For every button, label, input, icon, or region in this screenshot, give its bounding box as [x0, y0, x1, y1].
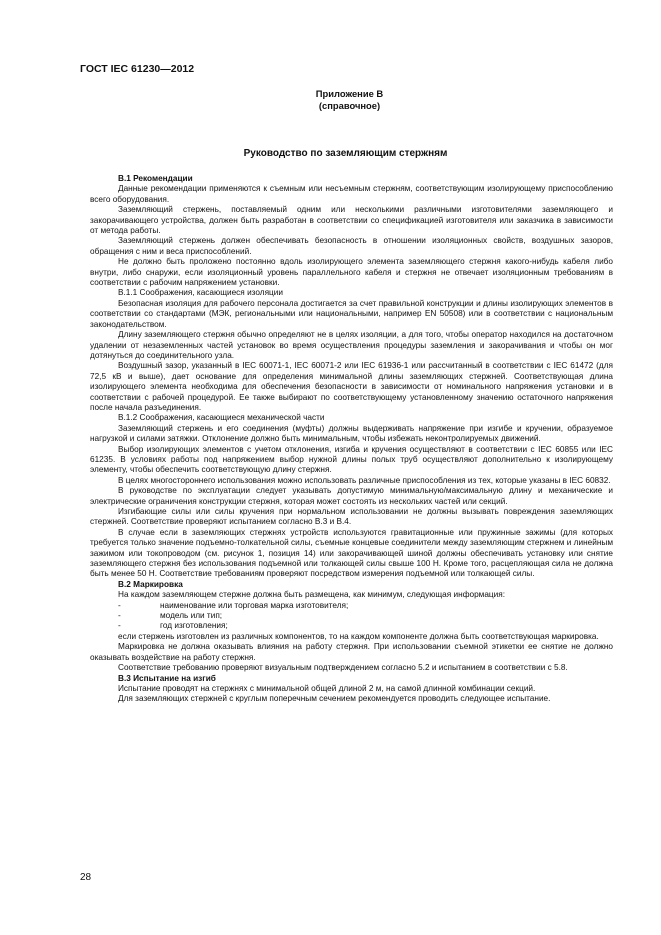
paragraph: Соответствие требованию проверяют визуальным подтверждением согласно 5.2 и испытанием в соответствии с 5.8.: [118, 663, 568, 673]
section-heading: В.1 Рекомендации: [118, 174, 193, 183]
paragraph: Заземляющий стержень и его соединения (муфты) должны выдерживать напряжение при изгибе и кручении, образуемое нагрузкой и силами затяжки. Отклонение должно быть минимальным, чтобы избежать неконтролируемых движений.: [90, 423, 613, 444]
paragraph: Данные рекомендации применяются к съемным или несъемным стержням, соответствующим изолирующему приспособлению всего оборудования.: [90, 184, 613, 204]
paragraph: Воздушный зазор, указанный в IEC 60071-1, IEC 60071-2 или IEC 61936-1 или рассчитанный в соответствии с IEC 61472 (для 72,5 кВ и выше), дает основание для определения минимальной длины заземляющих стержней. Соответствующая длина изолирующего элемента необходима для обеспечения безопасности в зависимости от номинального напряжения установки и в соответствии с рабочей процедурой. Ее также выбирают по соответствующему установленному значению остаточного напряжения после начала разъединения.: [90, 361, 613, 412]
paragraph: Заземляющий стержень, поставляемый одним или несколькими различными изготовителями заземляющего и закорачивающего устройства, должен быть разработан в соответствии со спецификацией изготовителя или заказчика в зависимости от метода работы.: [90, 205, 613, 236]
subsection-heading: В.1.1 Соображения, касающиеся изоляции: [118, 288, 283, 298]
page-title: Руководство по заземляющим стержням: [243, 148, 448, 159]
paragraph: Заземляющий стержень должен обеспечивать безопасность в отношении изоляционных свойств, воздушных зазоров, обращения с ним и веса приспособлений.: [90, 236, 613, 256]
paragraph: Длину заземляющего стержня обычно определяют не в целях изоляции, а для того, чтобы оператор находился на достаточном удалении от незаземленных частей установок во время осуществления процедуры заземления и закорачивания и чтобы он мог дотянуться до соединительного узла.: [90, 330, 613, 360]
paragraph: Маркировка не должна оказывать влияния на работу стержня. При использовании съемной этикетки ее снятие не должно оказывать воздействие на работу стержня.: [90, 642, 613, 662]
paragraph: Изгибающие силы или силы кручения при нормальном использовании не должны вызывать повреждения заземляющих стержней. Соответствие проверяют испытанием согласно В.3 и В.4.: [90, 507, 613, 527]
paragraph: В случае если в заземляющих стержнях устройств используются гравитационные или пружинные зажимы (для которых требуется только значение подъемно-толкательной силы, съемные концевые соединители между заземляющим стержнем и линейным зажимом или токопроводом (см. рисунок 1, позиция 14) или закорачивающей шиной должны обеспечивать установку или снятие заземляющего стержня без использования подъемной или толкающей силы свыше 100 Н. Кроме того, расцепляющая сила не должна быть менее 50 Н. Соответствие требованиям проверяют посредством измерения подъемной или толкающей силы.: [90, 527, 613, 579]
list-dash: -: [118, 611, 121, 621]
document-header: ГОСТ IEC 61230—2012: [80, 63, 195, 75]
list-dash: -: [118, 600, 121, 610]
paragraph: Безопасная изоляция для рабочего персонала достигается за счет правильной конструкции и длины изолирующих элементов в соответствии со стандартами (МЭК, региональными или национальными, например EN 50508) или в соответствии с национальным законодательством.: [90, 298, 613, 329]
list-item: [90, 611, 613, 621]
paragraph: В целях многостороннего использования можно использовать различные приспособления из тех, которые указаны в IEC 60832.: [118, 475, 611, 485]
paragraph: Не должно быть проложено постоянно вдоль изолирующего элемента заземляющего стержня какого-нибудь кабеля либо внутри, либо снаружи, если изоляционный уровень параллельного кабеля и стержня не отвечает изоляционным требованиям в соответствии с рабочим напряжением установки.: [90, 257, 613, 288]
paragraph: Для заземляющих стержней с круглым поперечным сечением рекомендуется проводить следующее испытание.: [118, 694, 551, 704]
list-item-text: модель или тип;: [160, 611, 223, 621]
paragraph: В руководстве по эксплуатации следует указывать допустимую минимальную/максимальную длину и механические и электрические ограничения конструкции стержня, которая может состоять из нескольких частей или секций.: [90, 486, 613, 506]
annex-label: Приложение В: [315, 88, 384, 99]
subsection-heading: В.1.2 Соображения, касающиеся механической части: [118, 413, 325, 423]
list-item-text: год изготовления;: [160, 621, 228, 631]
page-number: 28: [80, 872, 92, 883]
section-heading: В.2 Маркировка: [118, 579, 183, 589]
list-dash: -: [118, 621, 121, 631]
annex-kind: (справочное): [318, 99, 381, 111]
paragraph: если стержень изготовлен из различных компонентов, то на каждом компоненте должна быть соответствующая маркировка.: [118, 631, 599, 641]
list-item-text: наименование или торговая марка изготовителя;: [160, 600, 349, 610]
document-body: [90, 174, 613, 705]
annex-heading: [0, 88, 661, 111]
section-heading: В.3 Испытание на изгиб: [118, 673, 216, 683]
paragraph: Испытание проводят на стержнях с минимальной общей длиной 2 м, на самой длинной комбинации секций.: [118, 683, 536, 693]
paragraph: Выбор изолирующих элементов с учетом отклонения, изгиба и кручения осуществляют в соответствии с IEC 60855 или IEC 61235. В условиях работы под напряжением выбор нужной длины полых труб осуществляют дополнительно к изолирующему элементу, чтобы обеспечить соответствующую длину стержня.: [90, 444, 613, 475]
paragraph: На каждом заземляющем стержне должна быть размещена, как минимум, следующая информация:: [118, 590, 506, 600]
list-item: [90, 601, 613, 611]
list-item: [90, 621, 613, 631]
